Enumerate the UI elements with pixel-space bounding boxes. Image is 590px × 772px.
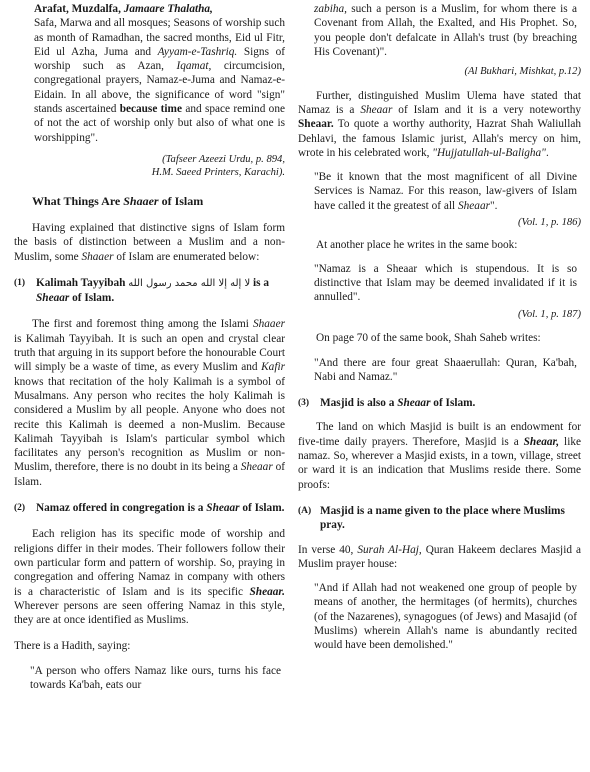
section-3-title: Masjid is also a [320,397,398,410]
opening-bold: Arafat, Muzdalfa, [34,3,124,15]
p1-book-title: "Hujjatullah-ul-Baligha" [432,146,546,159]
intro-paragraph [14,221,285,264]
section-2-title: Namaz offered in congregation is a [36,502,207,515]
heading-italic: Shaaer [123,193,159,208]
kalimah-arabic-text: لا إله إلا الله محمد رسول الله [128,277,251,289]
citation-tafseer [14,153,285,180]
section-2-italic: Sheaar [206,502,240,515]
section-2-end: of Islam. [239,502,285,515]
citation-bukhari: (Al Bukhari, Mishkat, p.12) [464,66,581,78]
hadith-intro: There is a Hadith, saying: [14,640,131,653]
section-2-heading [14,501,285,515]
section-heading [14,194,285,209]
p1-text-a: Further, distinguished Muslim Ulema have stated that Namaz is a [298,89,581,116]
s3-text-a: The land on which Masjid is built is an endowment for five-time daily prayers. Therefore, Masjid is a [298,421,581,448]
quote-3: "And there are four great Shaaerullah: Quran, Ka'bah, Nabi and Namaz." [314,356,577,383]
intro-text: Having explained that distinctive signs of Islam form the basis of distinction between a Muslim and a non-Muslim, some [14,221,285,263]
another-place-paragraph: At another place he writes in the same book: [316,238,518,251]
intro-italic: Shaaer [81,250,114,263]
section-3-paragraph [298,420,581,491]
section-a-title: Masjid is a name given to the place where Muslims pray. [320,504,565,532]
section-a-heading [298,504,581,533]
p4-text-a: In verse 40, [298,543,358,556]
page-70-paragraph: On page 70 of the same book, Shah Saheb writes: [316,332,541,345]
p1-text-d: . [545,146,549,159]
opening-bold-2: because time [119,103,182,116]
section-1-italic: Sheaar [36,292,70,305]
section-1-is: is a [250,276,270,289]
quote-4: "And if Allah had not weakened one group of people by means of another, the hermitages (of hermits), churches (of the Nazarenes), synagogues (of Jews) and Masajid (of Muslims) wherein Allah's name is abundantly recited would have been demolished." [314,582,577,652]
s1-italic-b: Kafir [261,361,285,374]
opening-text-2: Signs of worship such as Azan, [34,45,285,73]
s3-text-b: like namaz. So, wherever a Masjid exists, in a town, village, street or ward it is an indication that Muslims reside there. Some proofs: [298,435,581,491]
section-2-number: (2) [14,503,26,514]
hadith-continued-text: such a person is a Muslim, for whom there is a Covenant from Allah, the Exalted, and His Prophet. So, you people don't defalcate in Allah's trust (by breaching His Covenant)". [314,3,577,58]
opening-text-3: circumcision, congregational prayers, Namaz-e-Juma and Namaz-e-Eidain. In all above, the significance of word "sign" stands ascertained [34,60,286,116]
s3-italic: Sheaar, [523,435,560,448]
p4-italic: Surah Al-Haj, [357,543,422,556]
section-3-end: of Islam. [430,397,476,410]
quote-1 [298,170,581,213]
s1-italic-c: Sheaar [240,461,273,474]
heading-text-2: of Islam [158,193,204,208]
section-3-heading [298,396,581,410]
s2-text-a: Each religion has its specific mode of worship and religions differ in their modes. Their followers follow their own particular form and pattern of worship. So, praying in congregation and offering Namaz in company with others is a characteristic of Islam and is its specific [14,528,285,598]
citation-vol1-186: (Vol. 1, p. 186) [518,217,581,229]
s1-text-c: knows that recitation of the holy Kalimah is a symbol of Musalmans. Any person who recites the holy Kalimah is considered a Muslim by all people. Anyone who does not recite this Kalimah is deemed a non-Muslim. Because Kalimah Tayyibah is Islam's particular symbol which facilitates any person's recognition as Muslim or non-Muslim, therefore, there is no doubt in its being a [14,375,285,474]
opening-bold-italic: Jamaare Thalatha, [123,3,213,15]
opening-text-4: and space remind one of not the act of worship only but also of what one is worshipping". [34,103,285,144]
opening-italic-3: Iqamat, [176,60,212,73]
heading-text: What Things Are [32,193,124,208]
citation-line-2: H.M. Saeed Printers, Karachi). [151,167,285,179]
section-a-number: (A) [298,505,312,516]
section-1-title: Kalimah Tayyibah [36,276,129,289]
right-column [298,0,581,653]
hadith-quote: "A person who offers Namaz like ours, turns his face towards Ka'bah, eats our [30,664,281,691]
section-1-end: of Islam. [69,292,115,305]
section-1-heading [14,276,285,306]
zabiha-italic: zabiha, [314,3,347,15]
hadith-quote-continued [298,2,581,59]
section-3-number: (3) [298,398,310,409]
intro-text-2: of Islam are enumerated below: [113,250,260,263]
surah-paragraph [298,543,581,572]
p1-bold: Sheaar. [298,118,334,131]
section-1-paragraph [14,317,285,489]
q1-italic: Sheaar [457,199,490,212]
s1-italic-a: Shaaer [252,318,285,331]
opening-italic-2: Ayyam-e-Tashriq. [157,45,238,58]
q1-text: "Be it known that the most magnificent of all Divine Services is Namaz. For this reason, law-givers of Islam have called it the greatest of all [314,171,577,212]
q1-text-b: ". [490,199,498,212]
opening-text: Safa, Marwa and all mosques; Seasons of worship such as month of Ramadhan, the sacred months, Eid ul Fitr, Eid ul Azha, Juma and [34,17,285,58]
p4-text-b: Quran Hakeem declares Masjid a Muslim prayer house: [298,543,581,570]
s1-text-b: is Kalimah Tayyibah. It is such an open and crystal clear truth that arguing in its support before the honourable Court will simply be a waste of time, as every Muslim and [14,332,285,374]
ulema-paragraph [298,89,581,160]
p1-italic: Sheaar [360,103,393,116]
s1-text-a: The first and foremost thing among the Islami [32,318,253,331]
s1-text-d: of Islam. [14,461,285,488]
s2-italic: Sheaar. [249,585,285,598]
section-3-italic: Sheaar [397,397,431,410]
s2-text-b: Wherever persons are seen offering Namaz in this style, they are at once identified as Muslims. [14,599,285,627]
p1-text-c: To quote a worthy authority, Hazrat Shah Waliullah Dehlavi, the famous Islamic jurist, Allah's mercy on him, wrote in his celebrated work, [298,118,581,159]
citation-line-1: (Tafseer Azeezi Urdu, p. 894, [162,153,285,165]
opening-paragraph [14,2,285,145]
left-column [14,0,285,692]
quote-2: "Namaz is a Sheaar which is stupendous. It is so distinctive that Islam may be deemed invalidated if it is annulled". [314,262,577,304]
p1-text-b: of Islam and it is a very noteworthy [392,103,581,116]
section-1-number: (1) [14,277,26,288]
citation-vol1-187: (Vol. 1, p. 187) [518,308,581,320]
section-2-paragraph [14,527,285,627]
